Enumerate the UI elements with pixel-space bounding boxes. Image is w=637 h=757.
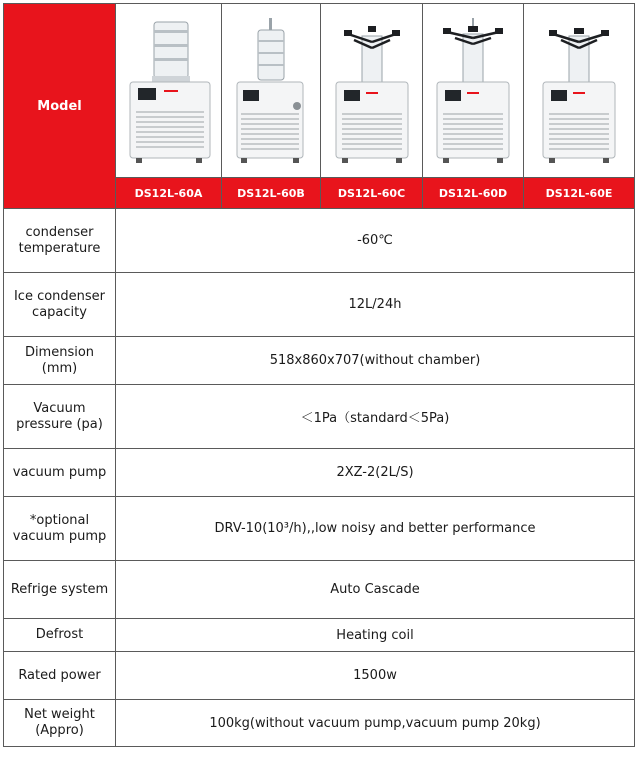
model-name-cell: DS12L-60E	[524, 178, 635, 209]
spec-value: 12L/24h	[116, 273, 635, 337]
freeze-dryer-standard-image	[231, 16, 311, 166]
spec-label: Defrost	[4, 619, 116, 652]
product-image-e	[524, 4, 635, 178]
spec-value: 518x860x707(without chamber)	[116, 337, 635, 385]
table-row	[4, 337, 635, 385]
spec-value: 2XZ-2(2L/S)	[116, 449, 635, 497]
spec-value: ＜1Pa（standard＜5Pa)	[116, 385, 635, 449]
spec-label: Net weight (Appro)	[4, 700, 116, 747]
spec-value: -60℃	[116, 209, 635, 273]
product-image-b	[222, 4, 321, 178]
spec-value: Auto Cascade	[116, 561, 635, 619]
image-row	[4, 4, 635, 178]
spec-table	[3, 3, 635, 747]
spec-value: 100kg(without vacuum pump,vacuum pump 20kg)	[116, 700, 635, 747]
table-row	[4, 700, 635, 747]
table-row	[4, 209, 635, 273]
table-row	[4, 619, 635, 652]
table-row	[4, 385, 635, 449]
spec-label: Rated power	[4, 652, 116, 700]
freeze-dryer-manifold-image	[433, 16, 513, 166]
spec-value: 1500w	[116, 652, 635, 700]
table-row	[4, 561, 635, 619]
model-header-cell: Model	[4, 4, 116, 209]
spec-label: vacuum pump	[4, 449, 116, 497]
freeze-dryer-standard-image	[124, 16, 214, 166]
spec-value: Heating coil	[116, 619, 635, 652]
spec-label: condenser temperature	[4, 209, 116, 273]
model-name-cell: DS12L-60A	[116, 178, 222, 209]
spec-value: DRV-10(10³/h),,low noisy and better performance	[116, 497, 635, 561]
table-row	[4, 497, 635, 561]
model-name-cell: DS12L-60D	[423, 178, 524, 209]
spec-label: Vacuum pressure (pa)	[4, 385, 116, 449]
freeze-dryer-manifold-image	[332, 16, 412, 166]
product-image-a	[116, 4, 222, 178]
table-row	[4, 449, 635, 497]
product-image-c	[321, 4, 423, 178]
model-name-cell: DS12L-60C	[321, 178, 423, 209]
spec-label: Dimension (mm)	[4, 337, 116, 385]
table-row	[4, 273, 635, 337]
freeze-dryer-manifold-image	[539, 16, 619, 166]
spec-label: Ice condenser capacity	[4, 273, 116, 337]
spec-label: Refrige system	[4, 561, 116, 619]
product-image-d	[423, 4, 524, 178]
model-name-cell: DS12L-60B	[222, 178, 321, 209]
spec-label: *optional vacuum pump	[4, 497, 116, 561]
table-row	[4, 652, 635, 700]
